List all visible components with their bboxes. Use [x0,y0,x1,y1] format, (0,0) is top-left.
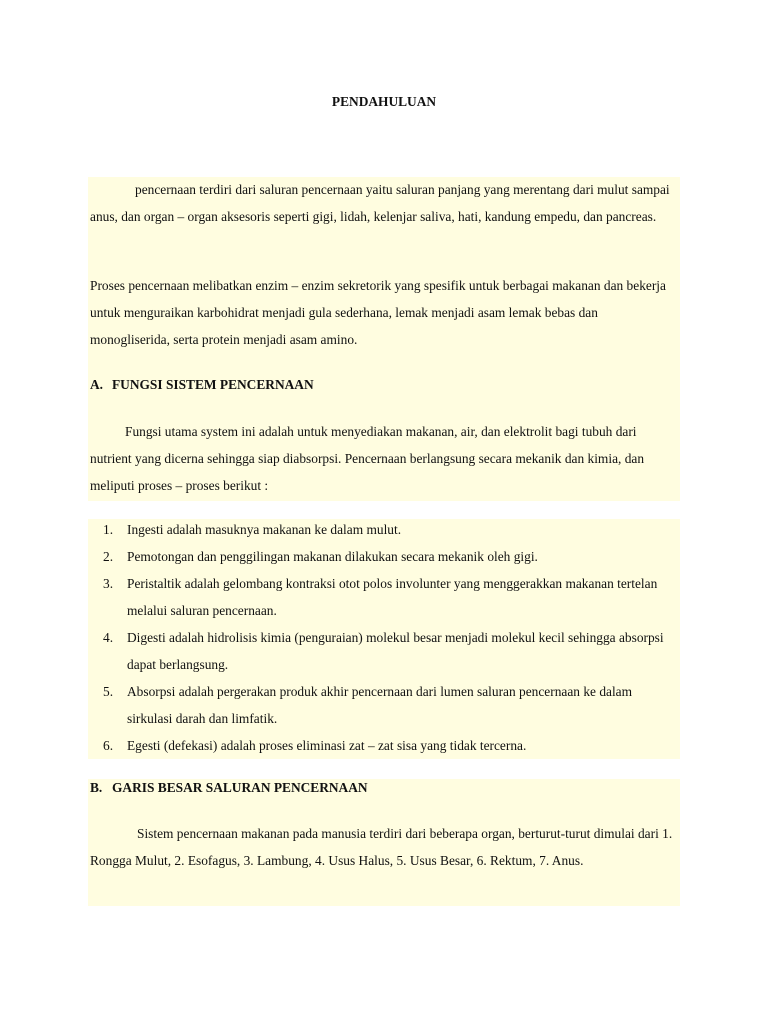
list-item-text: Pemotongan dan penggilingan makanan dilakukan secara mekanik oleh gigi. [127,549,538,564]
section-b-paragraph [90,820,680,874]
section-b-paragraph-text: Sistem pencernaan makanan pada manusia terdiri dari beberapa organ, berturut-turut dimulai dari 1. Rongga Mulut, 2. Esofagus, 3. Lambung, 4. Usus Halus, 5. Usus Besar, 6. Rektum, 7. Anus. [90,826,673,868]
list-item-number: 1. [103,522,114,537]
page-title: PENDAHULUAN [331,94,437,109]
list-item [90,570,680,624]
list-item [90,624,680,678]
list-item-number: 5. [103,684,114,699]
list-item [90,516,680,543]
process-list [90,516,680,759]
intro-paragraph-2-text: Proses pencernaan melibatkan enzim – enzim sekretorik yang spesifik untuk berbagai makanan dan bekerja untuk menguraikan karbohidrat menjadi gula sederhana, lemak menjadi asam lemak bebas dan monogliserida, serta protein menjadi asam amino. [90,278,666,347]
list-item-text: Absorpsi adalah pergerakan produk akhir pencernaan dari lumen saluran pencernaan ke dalam sirkulasi darah dan limfatik. [127,684,633,726]
section-a-letter: A. [90,377,104,392]
list-item-text: Peristaltik adalah gelombang kontraksi otot polos involunter yang menggerakkan makanan tertelan melalui saluran pencernaan. [127,576,658,618]
intro-paragraph-1-text: pencernaan terdiri dari saluran pencernaan yaitu saluran panjang yang merentang dari mulut sampai anus, dan organ – organ aksesoris seperti gigi, lidah, kelenjar saliva, hati, kandung empedu, dan pancreas. [90,182,670,224]
list-item [90,732,680,759]
list-item [90,543,680,570]
list-item-number: 4. [103,630,114,645]
list-item-number: 3. [103,576,114,591]
list-item-number: 6. [103,738,114,753]
list-item-text: Egesti (defekasi) adalah proses eliminasi zat – zat sisa yang tidak tercerna. [127,738,527,753]
list-item [90,678,680,732]
section-b-letter: B. [90,780,103,795]
section-a-heading [90,375,314,395]
list-item-text: Digesti adalah hidrolisis kimia (penguraian) molekul besar menjadi molekul kecil sehingga absorpsi dapat berlangsung. [127,630,664,672]
list-item-text: Ingesti adalah masuknya makanan ke dalam mulut. [127,522,402,537]
section-a-title: FUNGSI SISTEM PENCERNAAN [112,377,314,392]
intro-paragraph-1 [90,176,680,230]
section-b-title: GARIS BESAR SALURAN PENCERNAAN [112,780,368,795]
section-b-heading [90,778,368,798]
section-a-paragraph [90,418,680,499]
list-item-number: 2. [103,549,114,564]
intro-paragraph-2 [90,272,680,353]
section-a-paragraph-text: Fungsi utama system ini adalah untuk menyediakan makanan, air, dan elektrolit bagi tubuh dari nutrient yang dicerna sehingga siap diabsorpsi. Pencernaan berlangsung secara mekanik dan kimia, dan meliputi proses – proses berikut : [90,424,645,493]
